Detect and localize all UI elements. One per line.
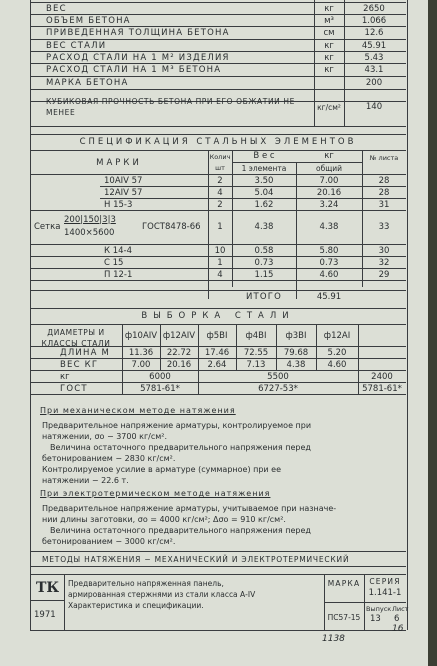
spec-qty: 4	[217, 270, 223, 280]
steel-col: ф5ВI	[206, 331, 228, 341]
header-weight: В е с	[253, 151, 275, 161]
row-unit: см	[323, 28, 335, 38]
setka-gost: ГОСТ8478-66	[142, 222, 201, 232]
stamp-year: 1971	[34, 610, 56, 620]
mech-line: Величина остаточного предварительного напряжения перед	[50, 443, 311, 452]
row-label: ПРИВЕДЕННАЯ ТОЛЩИНА БЕТОНА	[46, 28, 230, 38]
spec-sheet: 29	[378, 270, 390, 280]
header-unit: кг	[324, 151, 334, 161]
header-total: общий	[315, 164, 343, 173]
spec-total: 4.38	[319, 222, 339, 232]
electro-title: При электротермическом методе натяжения	[40, 489, 271, 498]
steel-header-label: ДИАМЕТРЫ И КЛАССЫ СТАЛИ	[41, 328, 111, 348]
methods-line: МЕТОДЫ НАТЯЖЕНИЯ − МЕХАНИЧЕСКИЙ И ЭЛЕКТРОТЕРМИЧЕСКИЙ	[42, 555, 350, 564]
spec-title: СПЕЦИФИКАЦИЯ СТАЛЬНЫХ ЭЛЕМЕНТОВ	[79, 137, 357, 147]
mech-line: Предварительное напряжение арматуры, контролируемое при	[42, 421, 312, 430]
row-label: КУБИКОВАЯ ПРОЧНОСТЬ БЕТОНА ПРИ ЕГО ОБЖАТИИ НЕ МЕНЕЕ	[46, 97, 295, 117]
spec-mark: С 15	[104, 258, 124, 268]
row-label: РАСХОД СТАЛИ НА 1 М³ БЕТОНА	[46, 65, 222, 75]
stamp-series-label: СЕРИЯ	[369, 577, 401, 586]
steel-length: 5.20	[327, 348, 347, 358]
setka-label: Сетка	[34, 222, 61, 232]
steel-length: 72.55	[243, 348, 269, 358]
steel-weight: 4.60	[327, 360, 347, 370]
spec-total: 4.60	[319, 270, 339, 280]
setka-mark: 200|150|3|3	[64, 215, 116, 225]
row-unit: кг	[324, 4, 334, 14]
spec-per: 0.73	[254, 258, 274, 268]
row-label: ОБЪЕМ БЕТОНА	[46, 16, 131, 26]
steel-col: ф12АI	[323, 331, 351, 341]
spec-qty: 1	[217, 222, 223, 232]
steel-length: 22.72	[166, 348, 192, 358]
row-unit: кг/см²	[317, 103, 341, 112]
stamp-issue-value: 13	[370, 614, 381, 624]
header-sheet: № листа	[369, 154, 399, 162]
mech-line: бетонированием − 2830 кг/см².	[42, 454, 176, 463]
steel-col: ф4ВI	[245, 331, 267, 341]
spec-sheet: 31	[378, 200, 390, 210]
page-number-left: 1138	[322, 634, 345, 644]
spec-qty: 1	[217, 258, 223, 268]
spec-mark: Н 15-3	[104, 200, 133, 210]
spec-sheet: 33	[378, 222, 390, 232]
steel-gost-a: 5781-61*	[140, 384, 180, 394]
row-value: 12.6	[364, 28, 384, 38]
row-value: 43.1	[364, 65, 384, 75]
steel-title: ВЫБОРКА СТАЛИ	[141, 311, 295, 321]
stamp-sheet-label: Лист	[392, 605, 409, 613]
row-unit: кг	[324, 41, 334, 51]
spec-total: 7.00	[319, 176, 339, 186]
row-value: 2650	[363, 4, 385, 14]
spec-per: 1.62	[254, 200, 274, 210]
spec-sheet: 28	[378, 188, 390, 198]
row-label: МАРКА БЕТОНА	[46, 78, 129, 88]
spec-qty: 2	[217, 176, 223, 186]
row-value: 1.066	[361, 16, 387, 26]
stamp-series-value: 1.141-1	[368, 588, 402, 598]
mech-line: Контролируемое усилие в арматуре (суммарное) при ее	[42, 465, 282, 474]
steel-total-a: 6000	[149, 372, 171, 382]
spec-qty: 2	[217, 200, 223, 210]
header-qty: Колич шт	[209, 153, 231, 172]
spec-mark: 10АIV 57	[104, 176, 143, 186]
steel-weight: 7.13	[246, 360, 266, 370]
steel-gost-c: 5781-61*	[362, 384, 402, 394]
spec-mark: К 14-4	[104, 246, 133, 256]
row-unit: кг	[324, 53, 334, 63]
spec-per: 4.38	[254, 222, 274, 232]
steel-weight: 2.64	[207, 360, 227, 370]
mech-line: натяжении, σo − 3700 кг/см².	[42, 432, 168, 441]
stamp-desc: Характеристика и спецификации.	[68, 601, 204, 610]
steel-col: ф10АIV	[124, 331, 158, 341]
mech-line: натяжении − 22.6 т.	[42, 476, 129, 485]
spec-sheet: 32	[378, 258, 390, 268]
steel-gost-label: ГОСТ	[60, 384, 88, 394]
spec-sheet: 28	[378, 176, 390, 186]
steel-length: 17.46	[204, 348, 230, 358]
electro-line: нии длины заготовки, σo = 4000 кг/см²; Δσo = 910 кг/см².	[42, 515, 286, 524]
spec-sheet: 30	[378, 246, 390, 256]
spec-total: 3.24	[319, 200, 339, 210]
row-value: 140	[365, 102, 383, 112]
steel-weight: 7.00	[131, 360, 151, 370]
spec-total: 0.73	[319, 258, 339, 268]
stamp-series-code: ТК	[36, 580, 60, 596]
stamp-sheet-value: 6	[394, 614, 400, 624]
steel-total-b: 5500	[267, 372, 289, 382]
steel-weight: 20.16	[166, 360, 192, 370]
steel-length: 79.68	[283, 348, 309, 358]
header-marks: МАРКИ	[96, 158, 142, 168]
steel-col: ф3ВI	[285, 331, 307, 341]
spec-mark: 12АIV 57	[104, 188, 143, 198]
stamp-desc: армированная стержнями из стали класса А-IV	[68, 590, 256, 599]
electro-line: бетонированием − 3000 кг/см².	[42, 537, 176, 546]
steel-col: ф12АIV	[162, 331, 196, 341]
page-number-right: 16	[392, 624, 404, 634]
row-label: ВЕС	[46, 4, 67, 14]
spec-per: 3.50	[254, 176, 274, 186]
spec-mark: 1400×5600	[64, 228, 115, 238]
spec-mark: П 12-1	[104, 270, 133, 280]
spec-total: 20.16	[316, 188, 342, 198]
spec-total: 5.80	[319, 246, 339, 256]
steel-total-label: кг	[60, 372, 70, 382]
row-unit: м³	[324, 16, 334, 26]
electro-line: Величина остаточного предварительного напряжения перед	[50, 526, 311, 535]
spec-per: 1.15	[254, 270, 274, 280]
stamp-mark-label: МАРКА	[327, 579, 361, 588]
steel-total-c: 2400	[371, 372, 393, 382]
spec-per: 0.58	[254, 246, 274, 256]
stamp-mark-value: ПС57-15	[327, 613, 361, 622]
steel-gost-b: 6727-53*	[258, 384, 298, 394]
row-value: 5.43	[364, 53, 384, 63]
steel-weight-label: ВЕС КГ	[60, 360, 99, 370]
steel-weight: 4.38	[286, 360, 306, 370]
spec-qty: 4	[217, 188, 223, 198]
row-value: 200	[365, 78, 383, 88]
electro-line: Предварительное напряжение арматуры, учитываемое при назначе-	[42, 504, 337, 513]
spec-total-label: ИТОГО	[245, 292, 283, 302]
stamp-desc: Предварительно напряженная панель,	[68, 579, 224, 588]
row-unit: кг	[324, 65, 334, 75]
row-label: РАСХОД СТАЛИ НА 1 М² ИЗДЕЛИЯ	[46, 53, 230, 63]
steel-length: 11.36	[128, 348, 154, 358]
header-per-element: 1 элемента	[241, 164, 287, 173]
mech-title: При механическом методе натяжения	[40, 406, 236, 415]
spec-qty: 10	[214, 246, 226, 256]
row-value: 45.91	[361, 41, 387, 51]
steel-length-label: ДЛИНА М	[60, 348, 111, 358]
row-label: ВЕС СТАЛИ	[46, 41, 107, 51]
spec-per: 5.04	[254, 188, 274, 198]
spec-total-value: 45.91	[316, 292, 342, 302]
stamp-issue-label: Выпуск	[366, 605, 392, 613]
